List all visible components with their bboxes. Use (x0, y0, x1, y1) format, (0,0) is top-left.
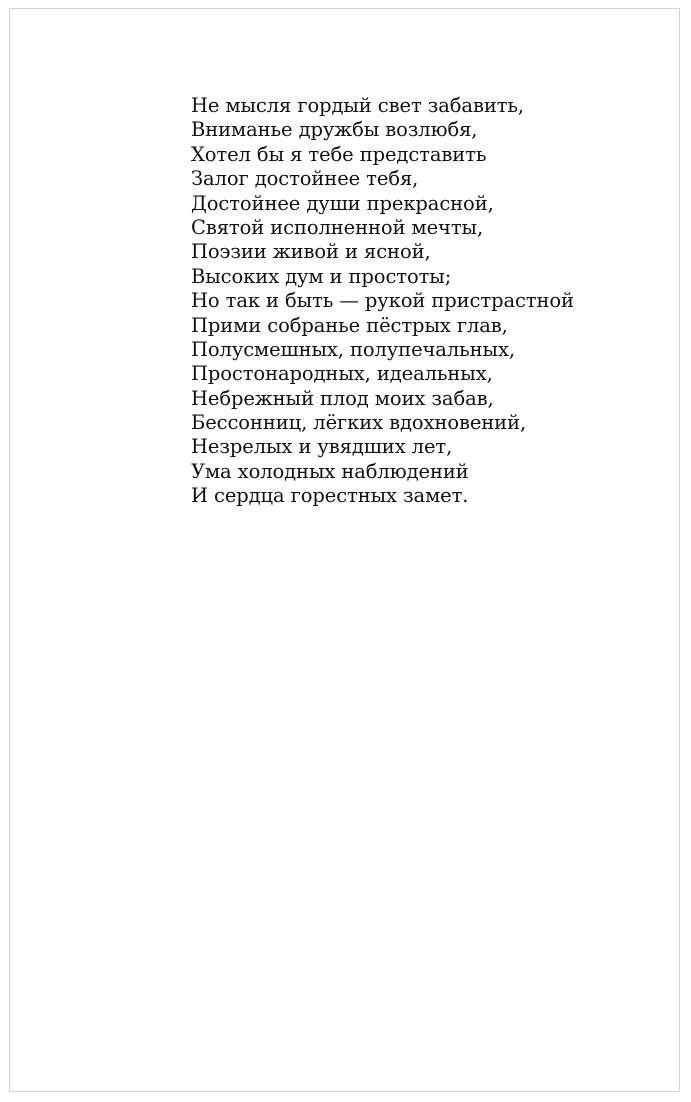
poem-stanza (191, 94, 574, 509)
poem-line: Прими собранье пёстрых глав, (191, 313, 508, 337)
poem-line: Хотел бы я тебе представить (191, 142, 487, 166)
poem-line: Простонародных, идеальных, (191, 362, 493, 386)
poem-line: Незрелых и увядших лет, (191, 435, 453, 459)
poem-line: Ума холодных наблюдений (191, 459, 469, 483)
poem-line: Бессонниц, лёгких вдохновений, (191, 411, 527, 435)
poem-line: Но так и быть — рукой пристрастной (191, 289, 574, 313)
poem-line: Небрежный плод моих забав, (191, 386, 494, 410)
poem-line: Полусмешных, полупечальных, (191, 337, 515, 361)
poem-line: Высоких дум и простоты; (191, 264, 452, 288)
poem-line: Святой исполненной мечты, (191, 215, 484, 239)
poem-line: Залог достойнее тебя, (191, 167, 419, 191)
poem-line: Не мысля гордый свет забавить, (191, 94, 525, 117)
poem-line: Поэзии живой и ясной, (191, 240, 431, 264)
poem-line: Вниманье дружбы возлюбя, (191, 118, 478, 142)
poem-line: Достойнее души прекрасной, (191, 191, 494, 215)
poem-line: И сердца горестных замет. (191, 484, 469, 508)
book-page (9, 8, 680, 1092)
